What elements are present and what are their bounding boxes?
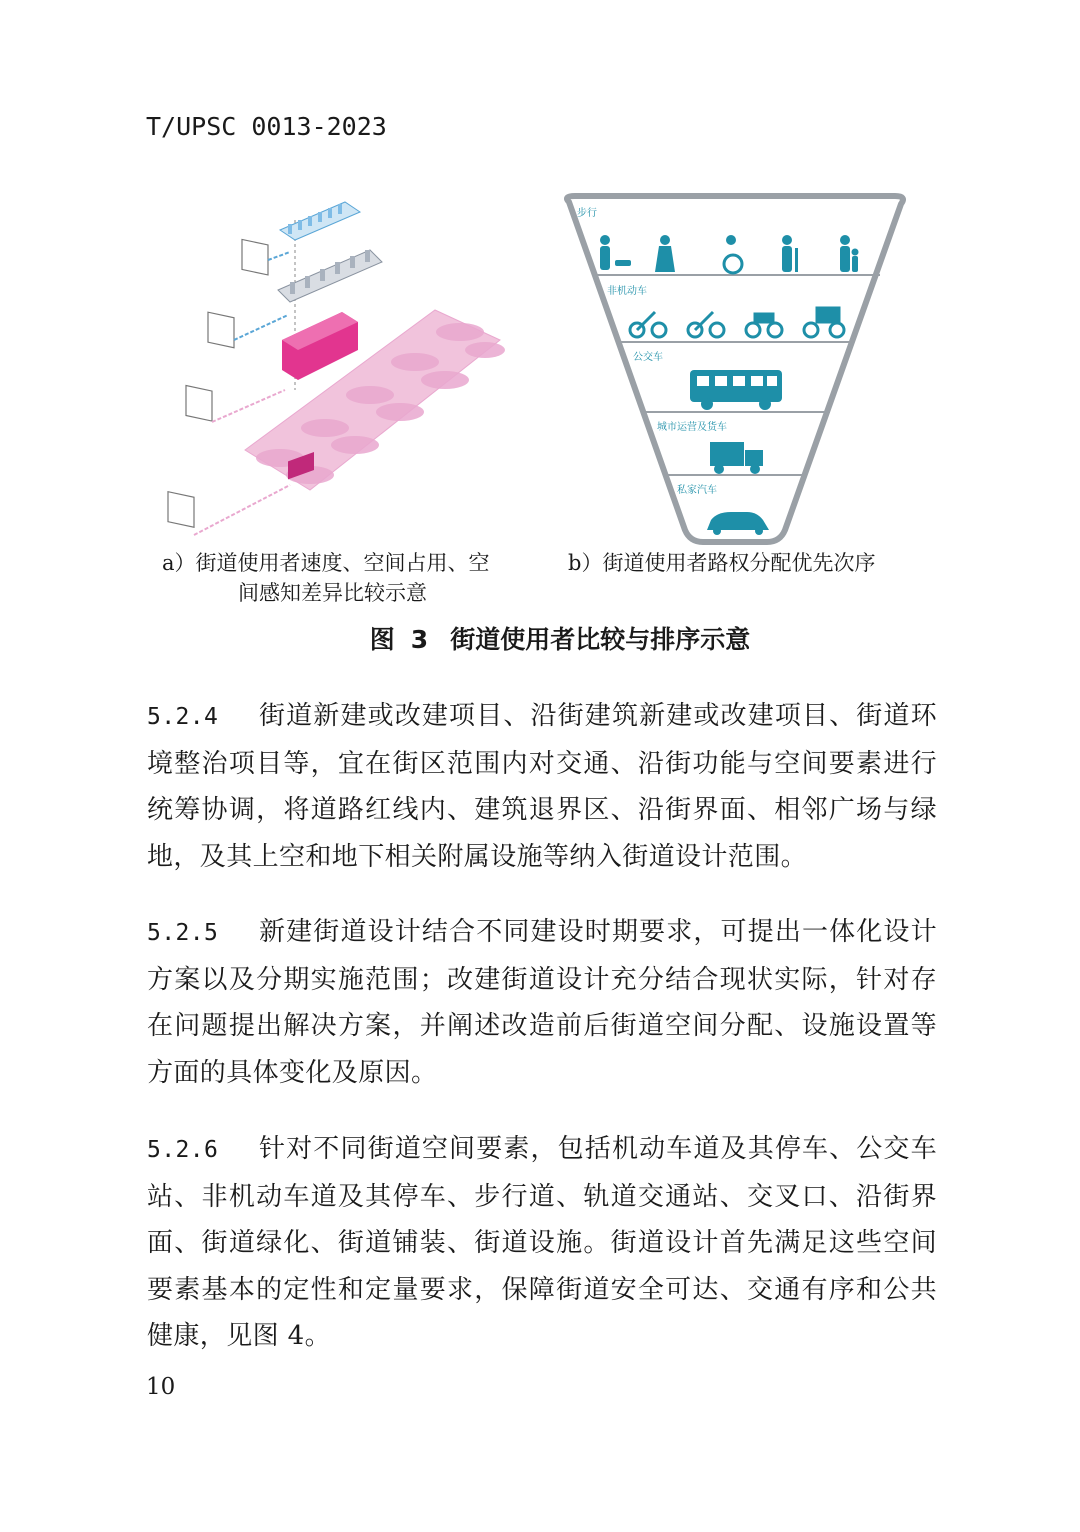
clause-text: 新建街道设计结合不同建设时期要求，可提出一体化设计方案以及分期实施范围；改建街道设计充分结合现状实际，针对存在问题提出解决方案，并阐述改造前后街道空间分配、设施设置等方面的具体变化及原因。 bbox=[147, 917, 937, 1088]
figure-b-caption: b）街道使用者路权分配优先次序 bbox=[568, 551, 876, 575]
viewer-frame-icon bbox=[168, 239, 268, 527]
pedestrian-crowd-icon bbox=[280, 202, 360, 240]
cyclist-row-icon bbox=[278, 250, 382, 302]
tier-label-car: 私家汽车 bbox=[677, 485, 717, 496]
figure-a-caption-line1: a）街道使用者速度、空间占用、空 bbox=[162, 551, 490, 575]
tier-label-bicycle: 非机动车 bbox=[607, 286, 647, 297]
page-number: 10 bbox=[146, 1374, 176, 1400]
clause-5-2-4 bbox=[147, 693, 937, 880]
clause-number: 5.2.5 bbox=[147, 920, 219, 946]
figure-title bbox=[0, 620, 1080, 656]
clause-number: 5.2.6 bbox=[147, 1137, 219, 1163]
clause-5-2-6 bbox=[147, 1126, 937, 1360]
figure-a-caption-line2: 间感知差异比较示意 bbox=[238, 581, 427, 605]
priority-funnel-diagram bbox=[555, 190, 915, 550]
user-comparison-diagram bbox=[160, 190, 540, 550]
bus-icon bbox=[282, 312, 358, 380]
figure-title-number: 3 bbox=[410, 625, 429, 654]
document-code: T/UPSC 0013-2023 bbox=[146, 112, 387, 141]
clause-text: 街道新建或改建项目、沿街建筑新建或改建项目、街道环境整治项目等，宜在街区范围内对交通、沿街功能与空间要素进行统筹协调，将道路红线内、建筑退界区、沿街界面、相邻广场与绿地，及其上空和地下相关附属设施等纳入街道设计范围。 bbox=[147, 701, 937, 872]
figure-a-caption bbox=[162, 548, 542, 608]
clause-5-2-5 bbox=[147, 909, 937, 1096]
clause-text: 针对不同街道空间要素，包括机动车道及其停车、公交车站、非机动车道及其停车、步行道、轨道交通站、交叉口、沿街界面、街道绿化、街道铺装、街道设施。街道设计首先满足这些空间要素基本的定性和定量要求，保障街道安全可达、交通有序和公共健康，见图 4。 bbox=[147, 1134, 937, 1351]
figure-title-text: 街道使用者比较与排序示意 bbox=[450, 625, 751, 654]
tier-label-bus: 公交车 bbox=[633, 352, 663, 363]
clause-number: 5.2.4 bbox=[147, 704, 219, 730]
figure-title-prefix: 图 bbox=[369, 625, 395, 654]
tier-label-walking: 步行 bbox=[577, 208, 597, 219]
car-fleet-icon bbox=[245, 310, 505, 490]
tier-label-truck: 城市运营及货车 bbox=[657, 422, 727, 433]
